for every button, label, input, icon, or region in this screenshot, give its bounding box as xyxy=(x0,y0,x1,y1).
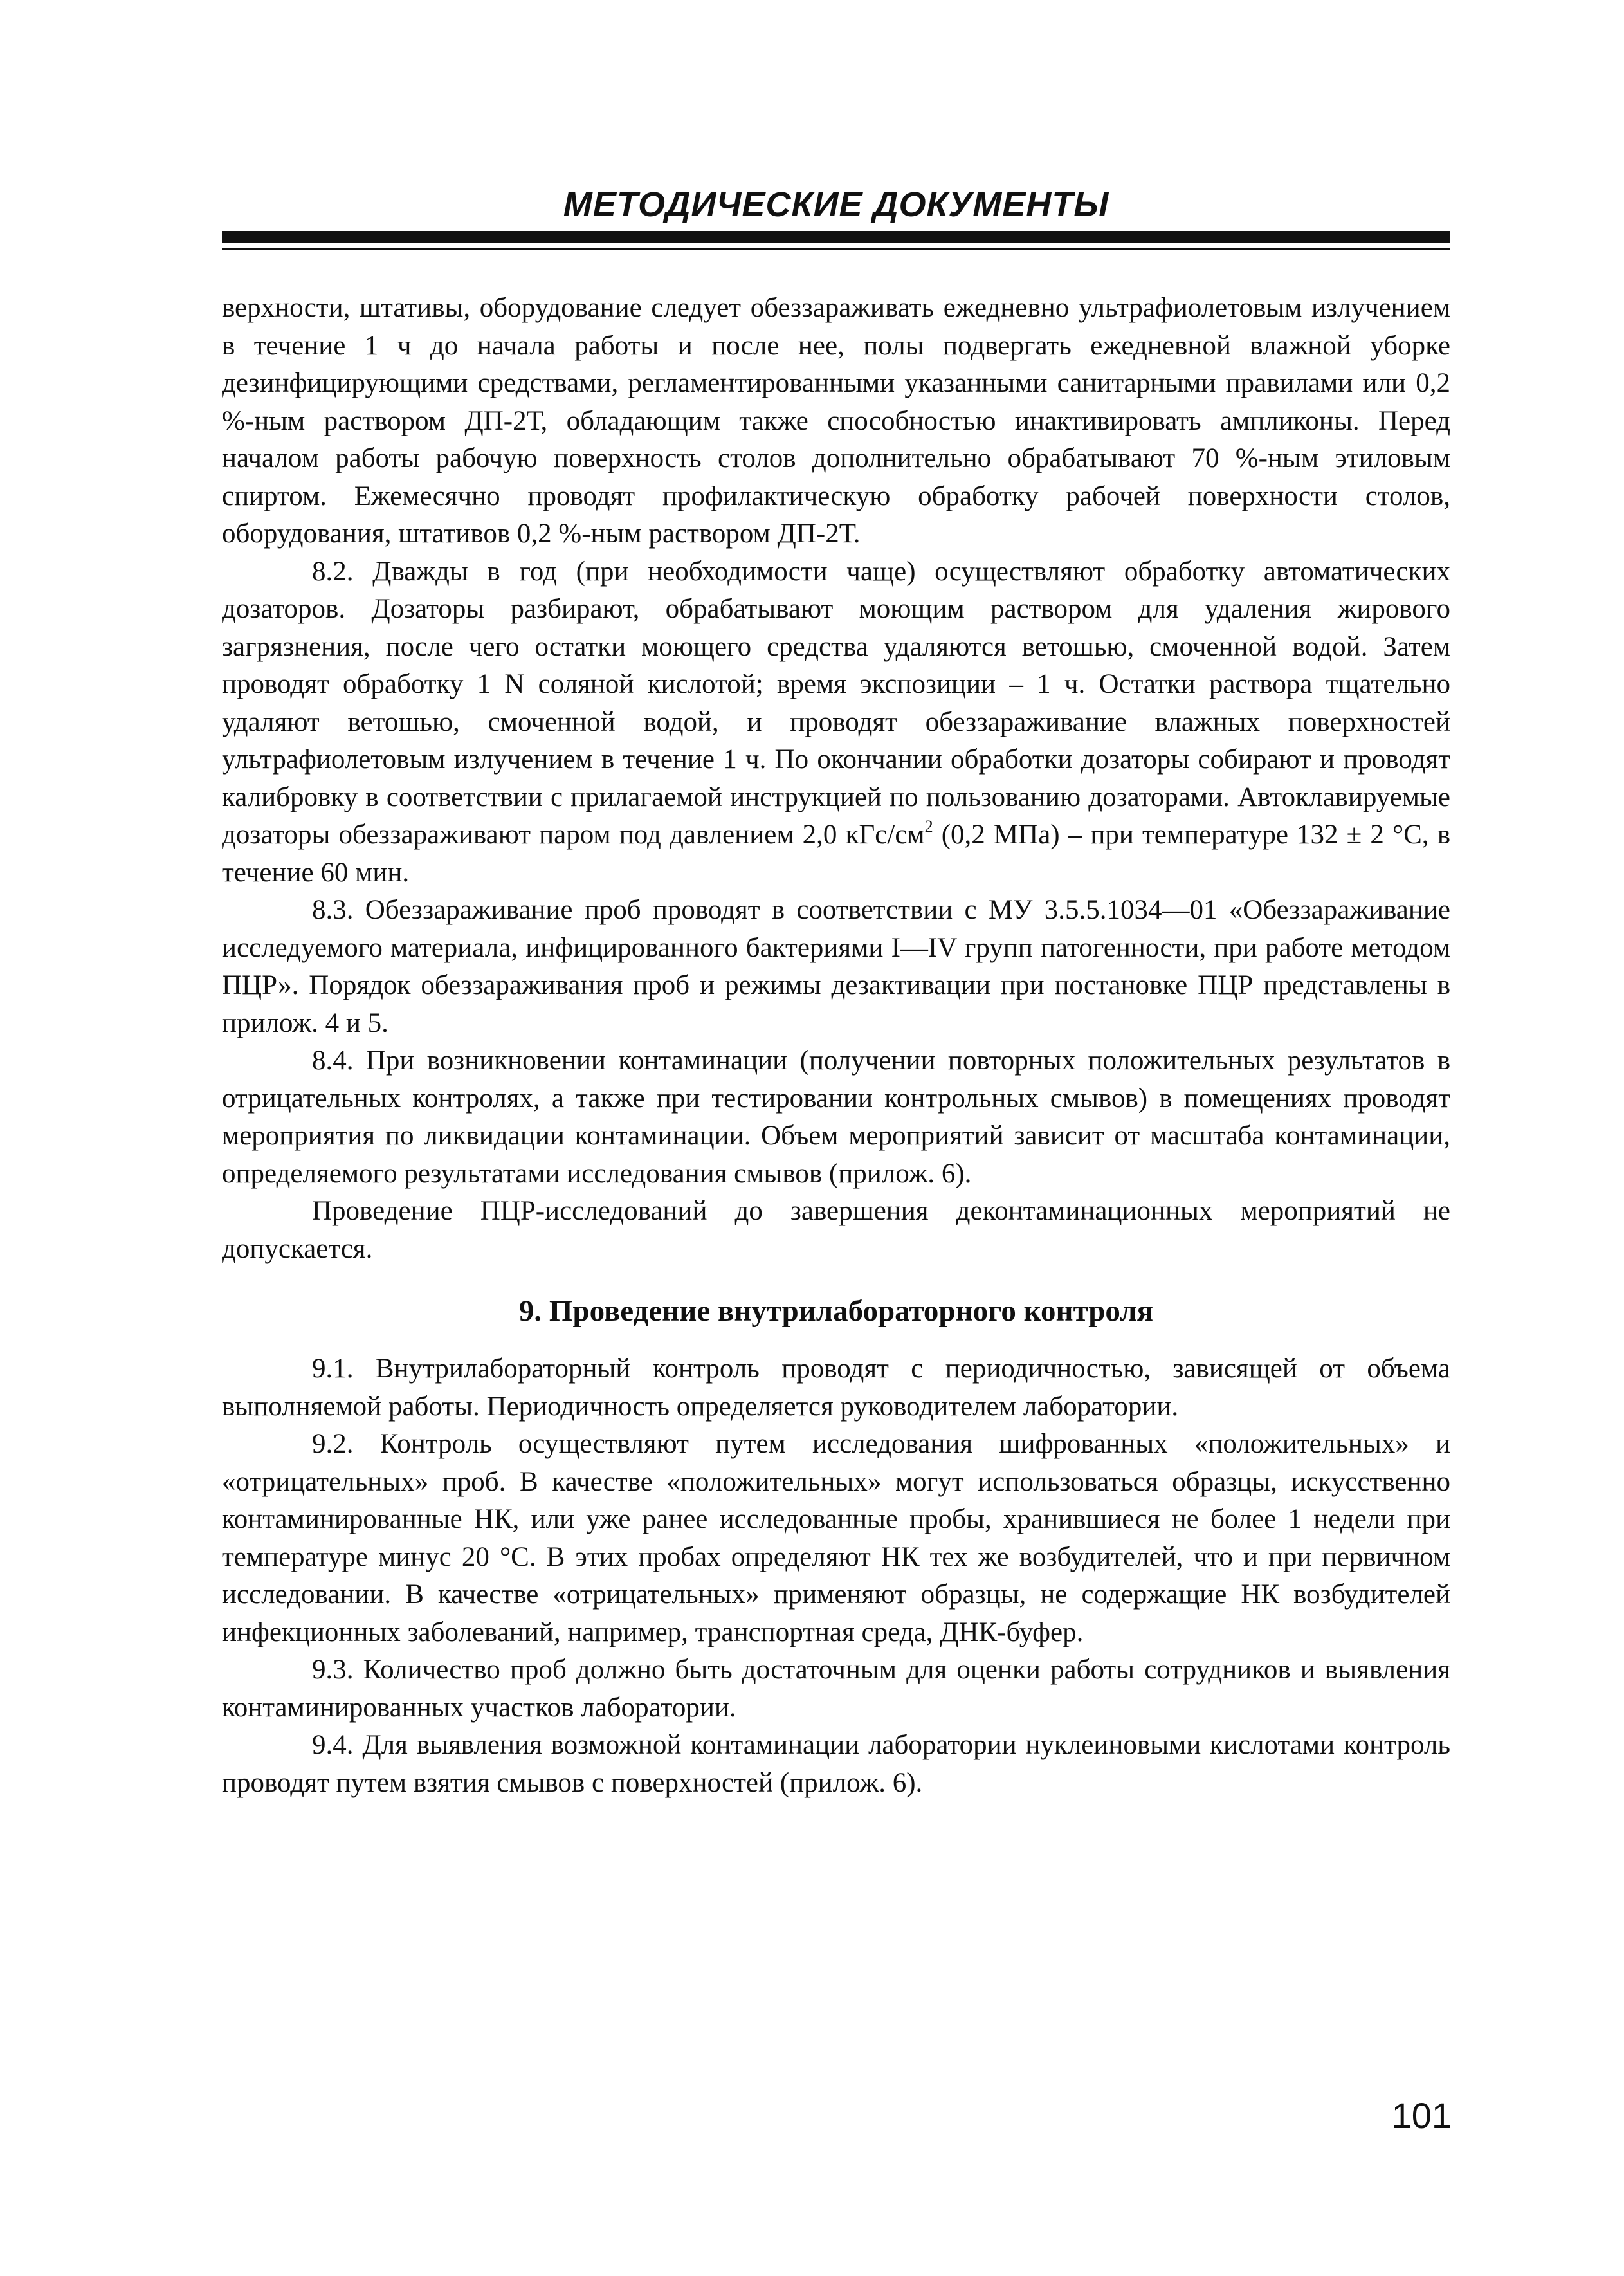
paragraph-9-2: 9.2. Контроль осуществляют путем исследования шифрованных «положительных» и «отрицательных» проб. В качестве «положительных» могут использоваться образцы, искусственно контаминированные НК, или уже ранее исследованные пробы, хранившиеся не более 1 недели при температуре минус 20 °С. В этих пробах определяют НК тех же возбудителей, что и при первичном исследовании. В качестве «отрицательных» применяют образцы, не содержащие НК возбудителей инфекционных заболеваний, например, транспортная среда, ДНК-буфер. xyxy=(222,1429,1450,1647)
paragraph-9-1: 9.1. Внутрилабораторный контроль проводят с периодичностью, зависящей от объема выполняемой работы. Периодичность определяется руководителем лаборатории. xyxy=(222,1354,1450,1422)
paragraph-8-2-tail: (0,2 МПа) – при температуре 132 ± 2 °С, в течение 60 мин. xyxy=(222,820,1450,888)
paragraph-pcr-note: Проведение ПЦР-исследований до завершения деконтаминационных мероприятий не допускается. xyxy=(222,1196,1450,1264)
page-number: 101 xyxy=(1391,2095,1452,2136)
header-rule-thin xyxy=(222,248,1450,250)
page-header xyxy=(222,182,1450,250)
paragraph-8-2 xyxy=(222,553,1450,892)
paragraph-8-4: 8.4. При возникновении контаминации (получении повторных положительных результатов в отрицательных контролях, а также при тестировании контрольных смывов) в помещениях проводят мероприятия по ликвидации контаминации. Объем мероприятий зависит от масштаба контаминации, определяемого результатами исследования смывов (прилож. 6). xyxy=(222,1045,1450,1189)
paragraph-continuation: верхности, штативы, оборудование следует обеззараживать ежедневно ультрафиолетовым излучением в течение 1 ч до начала работы и после нее, полы подвергать ежедневной влажной уборке дезинфицирующими средствами, регламентированными указанными санитарными правилами или 0,2 %-ным раствором ДП-2Т, обладающим также способностью инактивировать ампликоны. Перед началом работы рабочую поверхность столов дополнительно обрабатывают 70 %-ным этиловым спиртом. Ежемесячно проводят профилактическую обработку рабочей поверхности столов, оборудования, штативов 0,2 %-ным раствором ДП-2Т. xyxy=(222,293,1450,549)
paragraph-8-3: 8.3. Обеззараживание проб проводят в соответствии с МУ 3.5.5.1034—01 «Обеззараживание исследуемого материала, инфицированного бактериями I—IV групп патогенности, при работе методом ПЦР». Порядок обеззараживания проб и режимы дезактивации при постановке ПЦР представлены в прилож. 4 и 5. xyxy=(222,895,1450,1038)
superscript-2: 2 xyxy=(924,817,933,836)
header-rule-thick xyxy=(222,231,1450,243)
paragraph-9-4: 9.4. Для выявления возможной контаминации лаборатории нуклеиновыми кислотами контроль проводят путем взятия смывов с поверхностей (прилож. 6). xyxy=(222,1730,1450,1798)
paragraph-9-3: 9.3. Количество проб должно быть достаточным для оценки работы сотрудников и выявления контаминированных участков лаборатории. xyxy=(222,1655,1450,1723)
document-body xyxy=(222,289,1450,1802)
running-header-title: МЕТОДИЧЕСКИЕ ДОКУМЕНТЫ xyxy=(563,185,1109,224)
section-heading: 9. Проведение внутрилабораторного контроля xyxy=(518,1294,1154,1328)
paragraph-8-2-text: 8.2. Дважды в год (при необходимости чаще) осуществляют обработку автоматических дозаторов. Дозаторы разбирают, обрабатывают моющим раствором для удаления жирового загрязнения, после чего остатки моющего средства удаляются ветошью, смоченной водой. Затем проводят обработку 1 N соляной кислотой; время экспозиции – 1 ч. Остатки раствора тщательно удаляют ветошью, смоченной водой, и проводят обеззараживание влажных поверхностей ультрафиолетовым излучением в течение 1 ч. По окончании обработки дозаторы собирают и проводят калибровку в соответствии с прилагаемой инструкцией по пользованию дозаторами. Автоклавируемые дозаторы обеззараживают паром под давлением 2,0 кГс/см xyxy=(222,556,1450,850)
